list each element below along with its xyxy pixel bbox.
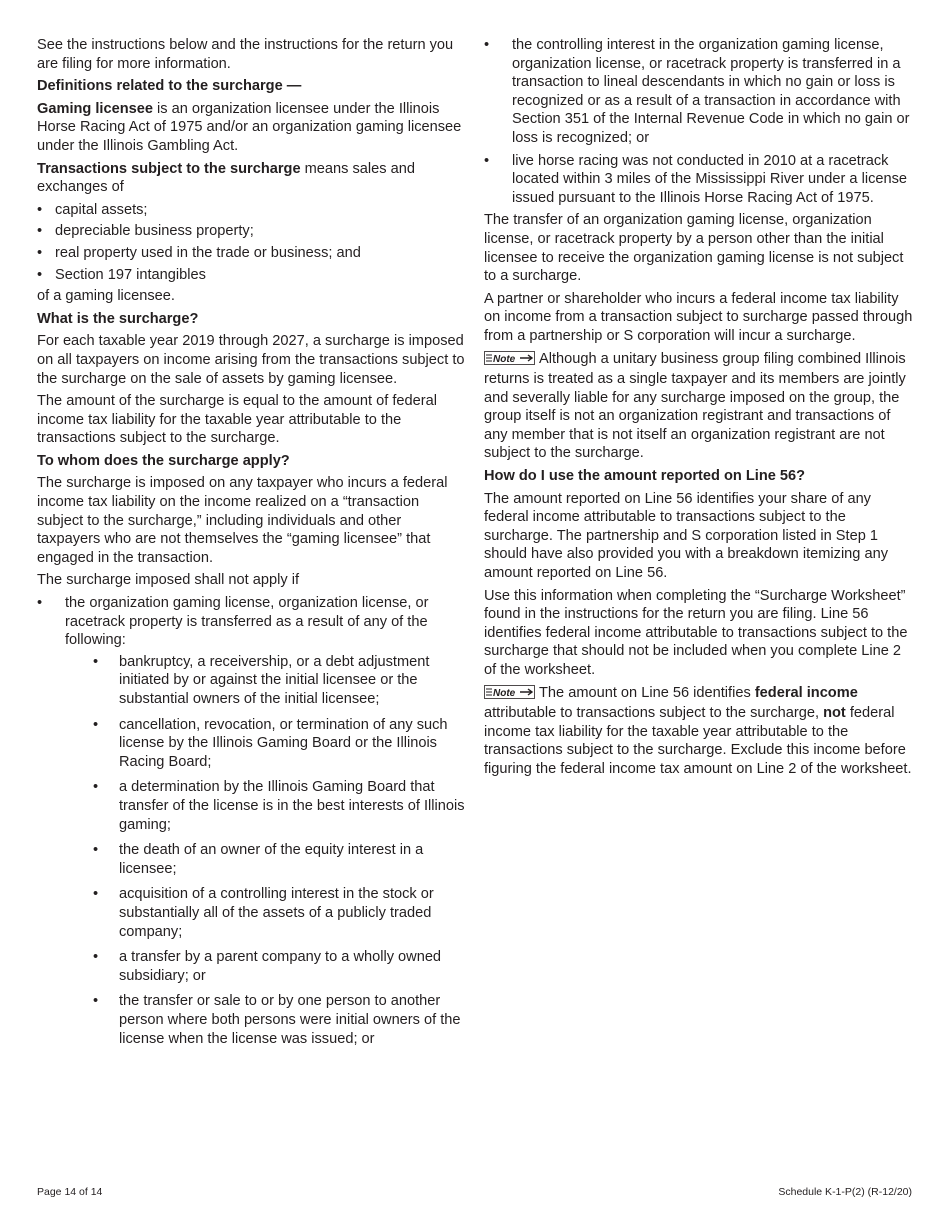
whom-heading: To whom does the surcharge apply? xyxy=(37,452,290,469)
svg-text:Note: Note xyxy=(493,353,516,365)
transactions-term: Transactions subject to the surcharge xyxy=(37,160,301,177)
transactions-definition xyxy=(37,160,467,197)
transactions-tail: of a gaming licensee. xyxy=(37,288,175,305)
whom-paragraph-2: The surcharge imposed shall not apply if xyxy=(37,572,300,589)
list-item: • the transfer or sale to or by one person to another person where both persons were initial owners of the license when the license was issued; or xyxy=(93,993,461,1047)
gaming-licensee-text: is an organization licensee under the Illinois Horse Racing Act of 1975 and/or an organization gaming licensee under the Illinois Gambling Act. xyxy=(37,100,462,154)
note-icon xyxy=(484,351,536,371)
transactions-list xyxy=(37,201,467,284)
what-heading: What is the surcharge? xyxy=(37,310,199,327)
svg-text:Note: Note xyxy=(493,687,516,699)
left-column xyxy=(37,36,467,1055)
list-item: • real property used in the trade or business; and xyxy=(37,244,361,261)
list-item: • the death of an owner of the equity interest in a licensee; xyxy=(93,842,424,877)
exemption-list-continued xyxy=(484,36,916,207)
list-item: • acquisition of a controlling interest in the stock or substantially all of the assets of a publicly traded company; xyxy=(93,886,434,940)
line56-paragraph-2: Use this information when completing the “Surcharge Worksheet” found in the instructions for the return you are filing. Line 56 identifies federal income attributable to transactions subject to the surcharge that should not be included when you complete Line 2 of the worksheet. xyxy=(484,587,908,678)
gaming-licensee-term: Gaming licensee xyxy=(37,100,153,117)
note-unitary-text: Although a unitary business group filing combined Illinois returns is treated as a single taxpayer and its members are jointly and severally liable for any surcharge imposed on the group, the group itself is not an organization registrant and transactions of any member that is not itself an organization registrant are not subject to the surcharge. xyxy=(484,350,906,462)
list-item: • cancellation, revocation, or termination of any such license by the Illinois Gaming Board or the Illinois Racing Board; xyxy=(93,716,448,770)
list-item: • a determination by the Illinois Gaming Board that transfer of the license is in the best interests of Illinois gaming; xyxy=(93,779,465,833)
exemption-list xyxy=(37,594,467,1048)
list-item: • the organization gaming license, organization license, or racetrack property is transferred as a result of any of the following: • bankruptcy, a receivership, or a debt adjustment initiated by or against the initial licensee or the substantial owners of the initial licensee; • cancellation, revocation, or termination of any such license by the Illinois Gaming Board or the Illinois Racing Board; • a determination by the Illinois Gaming Board that transfer of the license is in the best interests of Illinois gaming; • the death of an owner of the equity interest in a licensee; • acquisition of a controlling interest in the stock or substantially all of the assets of a publicly traded company; • a transfer by a parent company to a wholly owned subsidiary; or • the transfer or sale to or by one person to another person where both persons were initial owners of the license when the license was issued; or xyxy=(37,594,467,1048)
whom-paragraph-1: The surcharge is imposed on any taxpayer who incurs a federal income tax liability on the income realized on a “transaction subject to the surcharge,” including individuals and other taxpayers who are not themselves the “gaming licensee” that engaged in the transaction. xyxy=(37,475,448,566)
list-item: • depreciable business property; xyxy=(37,223,254,240)
note-line56: Note The amount on Line 56 identifies federal income attributable to transactions subject to the surcharge, not federal income tax liability for the taxable year attributable to the transactions subject to the surcharge. Exclude this income before figuring the federal income tax amount on Line 2 of the worksheet. xyxy=(484,684,912,777)
gaming-licensee-definition xyxy=(37,100,467,156)
intro-text: See the instructions below and the instructions for the return you are filing for more information. xyxy=(37,37,454,72)
list-item: • Section 197 intangibles xyxy=(37,266,206,283)
list-item: • live horse racing was not conducted in 2010 at a racetrack located within 3 miles of the Mississippi River under a license issued pursuant to the Illinois Horse Racing Act of 1975. xyxy=(484,152,908,206)
line56-heading: How do I use the amount reported on Line 56? xyxy=(484,468,806,485)
definitions-heading: Definitions related to the surcharge — xyxy=(37,78,302,95)
right-column xyxy=(484,36,916,783)
list-item: • capital assets; xyxy=(37,201,148,218)
line56-paragraph-1: The amount reported on Line 56 identifies your share of any federal income attributable to transactions subject to the surcharge. The partnership and S corporation listed in Step 1 should have also provided you with a breakdown itemizing any amount reported on Line 56. xyxy=(484,490,889,582)
list-item: • a transfer by a parent company to a wholly owned subsidiary; or xyxy=(93,949,442,984)
list-item: • the controlling interest in the organization gaming license, organization license, or racetrack property is transferred in a transaction to lineal descendants in which no gain or loss is recognized or as a result of a transaction in accordance with Section 351 of the Internal Revenue Code in which no gain or loss is recognized; or xyxy=(484,37,910,146)
note-icon xyxy=(484,685,536,705)
transactions-text: means sales and exchanges of xyxy=(37,160,415,196)
exemption-sublist xyxy=(93,653,467,1048)
partner-paragraph: A partner or shareholder who incurs a federal income tax liability on income from a transaction subject to surcharge passed through from a partnership or S corporation will incur a surcharge. xyxy=(484,290,913,344)
note-unitary xyxy=(484,350,916,464)
list-item: • bankruptcy, a receivership, or a debt adjustment initiated by or against the initial licensee or the substantial owners of the initial licensee; xyxy=(93,653,430,707)
form-identifier: Schedule K-1-P(2) (R-12/20) xyxy=(778,1186,912,1198)
what-paragraph-2: The amount of the surcharge is equal to the amount of federal income tax liability for the taxable year attributable to the transactions subject to the surcharge. xyxy=(37,393,437,447)
what-paragraph-1: For each taxable year 2019 through 2027, a surcharge is imposed on all taxpayers on income arising from the transactions subject to the surcharge on the sale of assets by gaming licensee. xyxy=(37,333,465,387)
page-number: Page 14 of 14 xyxy=(37,1186,103,1198)
transfer-paragraph: The transfer of an organization gaming license, organization license, or racetrack property by a person other than the initial licensee to receive the organization gaming license is not subject to a surcharge. xyxy=(484,212,904,285)
